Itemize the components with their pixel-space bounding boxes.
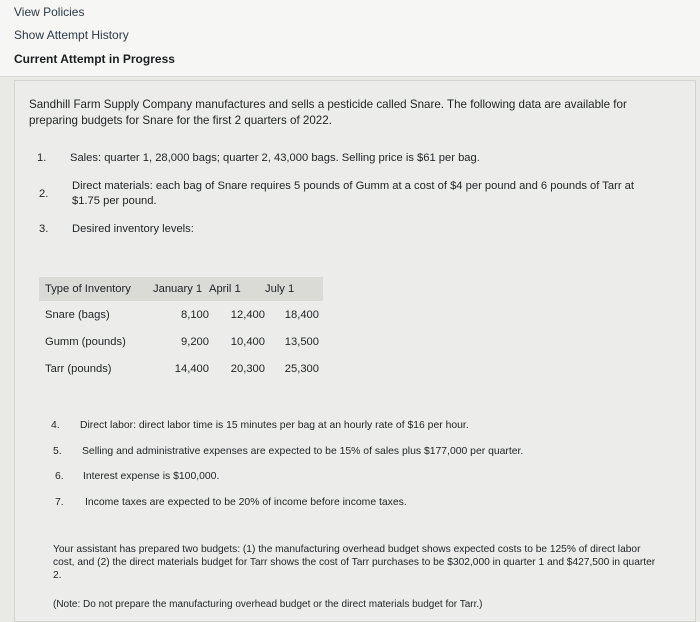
top-navigation [0,0,700,77]
item-text: Direct labor: direct labor time is 15 minutes per bag at an hourly rate of $16 per hour. [80,420,469,431]
inventory-table [39,277,323,382]
item-text: Direct materials: each bag of Snare requires 5 pounds of Gumm at a cost of $4 per pound and 6 pounds of Tarr at $1.75 per pound. [72,180,634,207]
problem-panel [14,80,696,622]
table-row [39,301,323,328]
item-number: 5. [53,446,62,457]
table-cell: 13,500 [284,335,319,348]
item-text: Interest expense is $100,000. [83,471,220,482]
table-cell: 10,400 [230,335,265,348]
item-text: Desired inventory levels: [72,223,194,235]
table-cell: 12,400 [230,308,265,321]
table-row [39,328,323,355]
column-header: July 1 [265,277,323,301]
problem-intro: Sandhill Farm Supply Company manufactures and sells a pesticide called Snare. The following data are available for preparing budgets for Snare for the first 2 quarters of 2022. [29,98,627,127]
assistant-budgets-paragraph: Your assistant has prepared two budgets: (1) the manufacturing overhead budget shows expected costs to be 125% of direct labor cost, and (2) the direct materials budget for Tarr shows the cost of Tarr purchases to be $302,000 in quarter 1 and $427,500 in quarter 2. [53,544,656,581]
item-number: 2. [39,188,49,200]
column-header: January 1 [153,277,209,301]
item-number: 6. [55,471,64,482]
table-row [39,355,323,382]
current-attempt-label: Current Attempt in Progress [14,52,175,66]
item-number: 7. [55,497,64,508]
table-cell: 18,400 [284,308,319,321]
table-cell: 25,300 [284,362,319,375]
item-number: 4. [51,420,60,431]
table-cell: Gumm (pounds) [45,335,126,348]
item-text: Sales: quarter 1, 28,000 bags; quarter 2, 43,000 bags. Selling price is $61 per bag. [70,152,480,164]
column-header: April 1 [209,277,265,301]
table-cell: Tarr (pounds) [45,362,112,375]
table-cell: Snare (bags) [45,308,110,321]
note-text: (Note: Do not prepare the manufacturing overhead budget or the direct materials budget for Tarr.) [53,599,483,610]
item-number: 3. [39,223,49,235]
table-header-row [39,277,323,301]
table-cell: 20,300 [230,362,265,375]
view-policies-link[interactable]: View Policies [14,5,85,19]
item-text: Income taxes are expected to be 20% of income before income taxes. [85,497,407,508]
show-attempt-history-link[interactable]: Show Attempt History [14,28,129,42]
item-number: 1. [37,152,47,164]
table-cell: 14,400 [174,362,209,375]
table-cell: 9,200 [181,335,209,348]
table-cell: 8,100 [181,308,209,321]
column-header: Type of Inventory [39,277,153,301]
item-text: Selling and administrative expenses are expected to be 15% of sales plus $177,000 per quarter. [82,446,524,457]
